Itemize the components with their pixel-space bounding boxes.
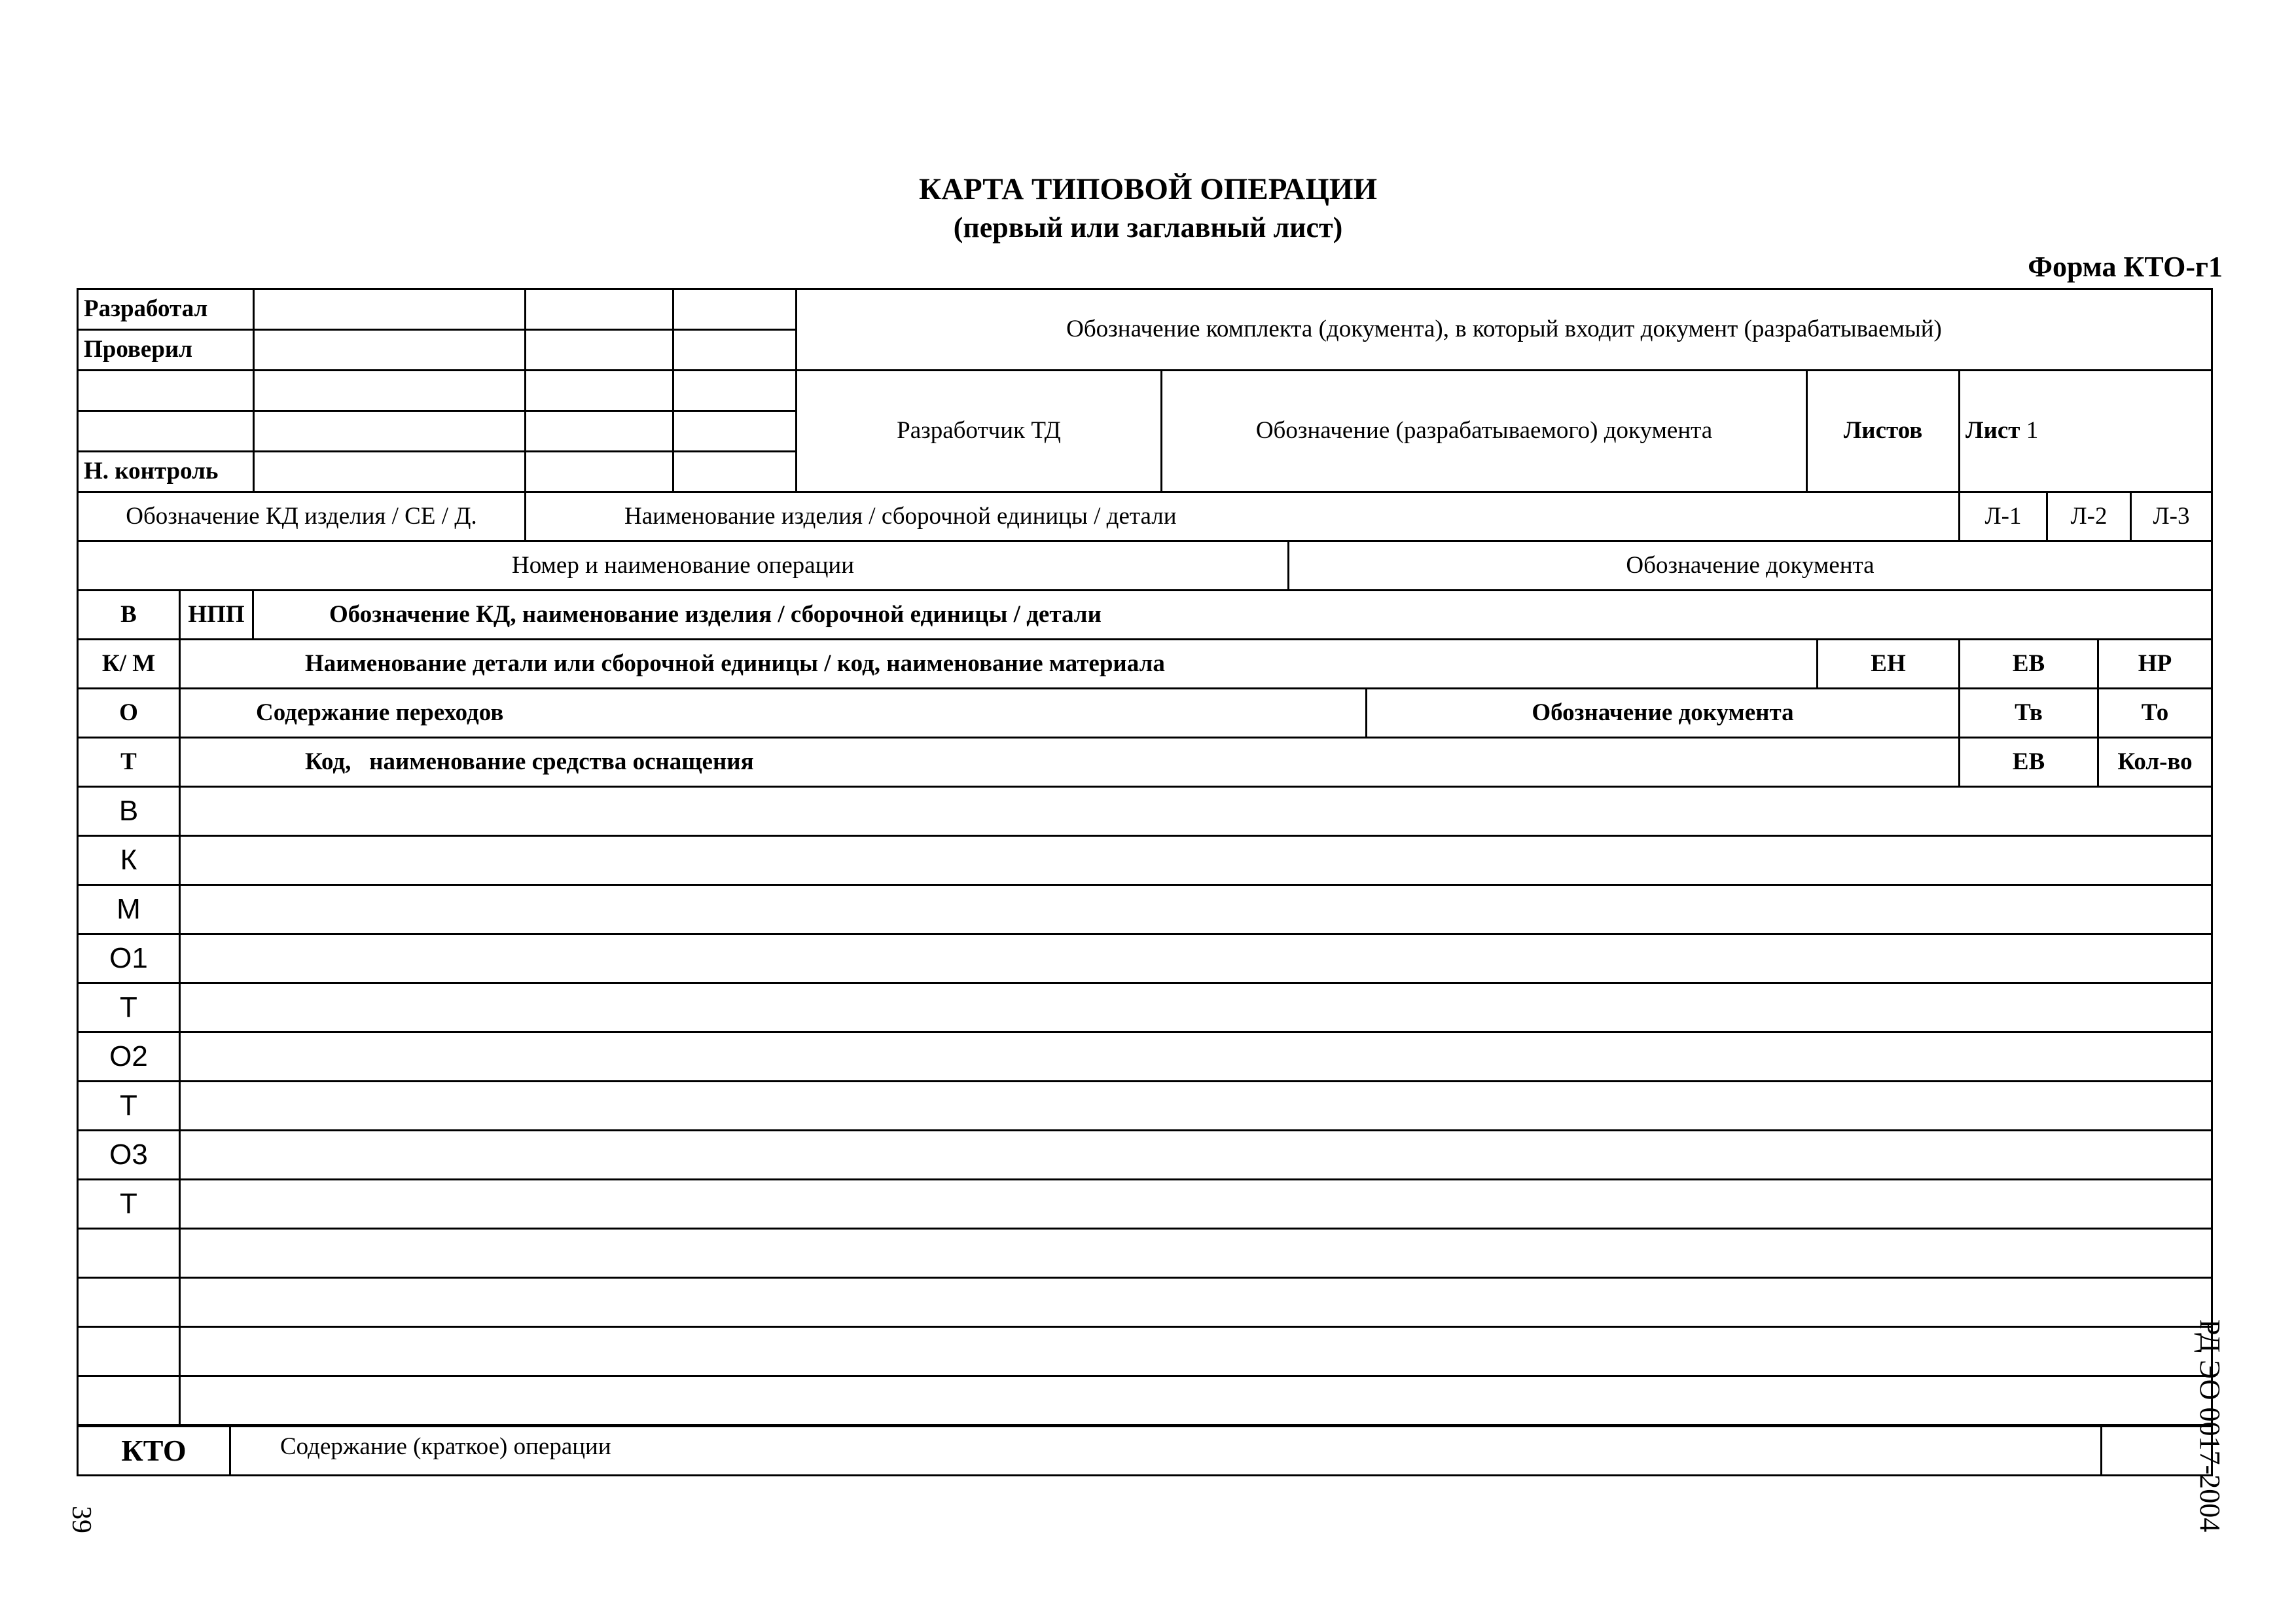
qty-label: Кол-во xyxy=(2097,737,2213,788)
equipment-label: Код, наименование средства оснащения xyxy=(305,748,754,775)
part-header-cell xyxy=(179,638,1818,689)
row-code-cell: О1 xyxy=(77,933,181,984)
v-label: В xyxy=(77,589,181,640)
row-content-cell[interactable] xyxy=(179,1129,2213,1180)
km-label: К/ М xyxy=(77,638,181,689)
row-content-cell[interactable] xyxy=(179,1228,2213,1279)
sheet-number-cell xyxy=(1958,369,2213,493)
checked-name-cell[interactable] xyxy=(253,329,526,371)
row-content-cell[interactable] xyxy=(179,1326,2213,1377)
to-label: То xyxy=(2097,687,2213,739)
checked-signature-cell[interactable] xyxy=(524,329,674,371)
checked-date-cell[interactable] xyxy=(672,329,797,371)
row-code-cell: Т xyxy=(77,1178,181,1230)
summary-cell[interactable] xyxy=(229,1425,2102,1476)
part-header-label: Наименование детали или сборочной единицы / код, наименование материала xyxy=(305,649,1165,677)
t-label: Т xyxy=(77,737,181,788)
row-code-cell: Т xyxy=(77,982,181,1033)
form-title: КАРТА ТИПОВОЙ ОПЕРАЦИИ xyxy=(918,172,1378,206)
kit-designation-label: Обозначение комплекта (документа), в который входит документ (разрабатываемый) xyxy=(795,288,2213,371)
row-code-cell: М xyxy=(77,884,181,935)
row-code-cell xyxy=(77,1228,181,1279)
stamp-date-cell[interactable] xyxy=(672,410,797,452)
row-code-cell xyxy=(77,1375,181,1426)
stamp-role-cell[interactable] xyxy=(77,410,255,452)
tv-label: Тв xyxy=(1958,687,2099,739)
td-developer-label: Разработчик ТД xyxy=(795,369,1162,493)
row-code-cell: Т xyxy=(77,1080,181,1131)
kd-header-label: Обозначение КД, наименование изделия / сборочной единицы / детали xyxy=(329,600,1102,628)
o-label: О xyxy=(77,687,181,739)
row-content-cell[interactable] xyxy=(179,1031,2213,1082)
kto-label: КТО xyxy=(77,1425,231,1476)
summary-label: Содержание (краткое) операции xyxy=(280,1433,611,1460)
sheet-number: 1 xyxy=(2026,417,2039,445)
row-code-cell: К xyxy=(77,835,181,886)
n-control-signature-cell[interactable] xyxy=(524,450,674,493)
form-subtitle: (первый или заглавный лист) xyxy=(953,211,1343,244)
l1-label: Л-1 xyxy=(1958,491,2048,542)
l2-label: Л-2 xyxy=(2046,491,2132,542)
row-code-cell: О3 xyxy=(77,1129,181,1180)
operation-number-label: Номер и наименование операции xyxy=(77,540,1289,591)
nr-label: НР xyxy=(2097,638,2213,689)
row-content-cell[interactable] xyxy=(179,982,2213,1033)
ev2-label: ЕВ xyxy=(1958,737,2099,788)
developed-signature-cell[interactable] xyxy=(524,288,674,331)
row-content-cell[interactable] xyxy=(179,1277,2213,1328)
developed-name-cell[interactable] xyxy=(253,288,526,331)
row-content-cell[interactable] xyxy=(179,884,2213,935)
checked-label: Проверил xyxy=(77,329,255,371)
doc-designation-label: Обозначение (разрабатываемого) документа xyxy=(1160,369,1808,493)
doc-designation-bold-label: Обозначение документа xyxy=(1365,687,1960,739)
row-content-cell[interactable] xyxy=(179,1178,2213,1230)
product-name-label: Наименование изделия / сборочной единицы / детали xyxy=(624,502,1177,530)
transitions-label: Содержание переходов xyxy=(256,699,504,726)
sheet-label: Лист xyxy=(1965,417,2020,445)
document-code xyxy=(2186,1319,2238,1581)
developed-label: Разработал xyxy=(77,288,255,331)
row-content-cell[interactable] xyxy=(179,835,2213,886)
stamp-date-cell[interactable] xyxy=(672,369,797,412)
equipment-cell xyxy=(179,737,1960,788)
kd-header-cell xyxy=(252,589,2213,640)
stamp-name-cell[interactable] xyxy=(253,410,526,452)
row-content-cell[interactable] xyxy=(179,786,2213,837)
row-content-cell[interactable] xyxy=(179,1375,2213,1426)
row-code-cell: В xyxy=(77,786,181,837)
page-number xyxy=(66,1506,110,1558)
en-label: ЕН xyxy=(1816,638,1960,689)
row-content-cell[interactable] xyxy=(179,1080,2213,1131)
npp-label: НПП xyxy=(179,589,254,640)
document-code-text: РД ЭО 0017-2004 xyxy=(2194,1319,2226,1533)
form-code-label: Форма КТО-г1 xyxy=(2028,251,2223,283)
page-number-text: 39 xyxy=(66,1506,96,1533)
stamp-signature-cell[interactable] xyxy=(524,369,674,412)
n-control-label: Н. контроль xyxy=(77,450,255,493)
row-code-cell xyxy=(77,1277,181,1328)
row-code-cell xyxy=(77,1326,181,1377)
document-designation-label: Обозначение документа xyxy=(1287,540,2213,591)
ev-label: ЕВ xyxy=(1958,638,2099,689)
stamp-role-cell[interactable] xyxy=(77,369,255,412)
n-control-date-cell[interactable] xyxy=(672,450,797,493)
developed-date-cell[interactable] xyxy=(672,288,797,331)
transitions-cell xyxy=(179,687,1367,739)
kd-designation-label: Обозначение КД изделия / СЕ / Д. xyxy=(77,491,526,542)
stamp-signature-cell[interactable] xyxy=(524,410,674,452)
stamp-name-cell[interactable] xyxy=(253,369,526,412)
n-control-name-cell[interactable] xyxy=(253,450,526,493)
sheets-label: Листов xyxy=(1806,369,1960,493)
product-name-cell xyxy=(524,491,1960,542)
row-code-cell: О2 xyxy=(77,1031,181,1082)
row-content-cell[interactable] xyxy=(179,933,2213,984)
l3-label: Л-3 xyxy=(2130,491,2213,542)
